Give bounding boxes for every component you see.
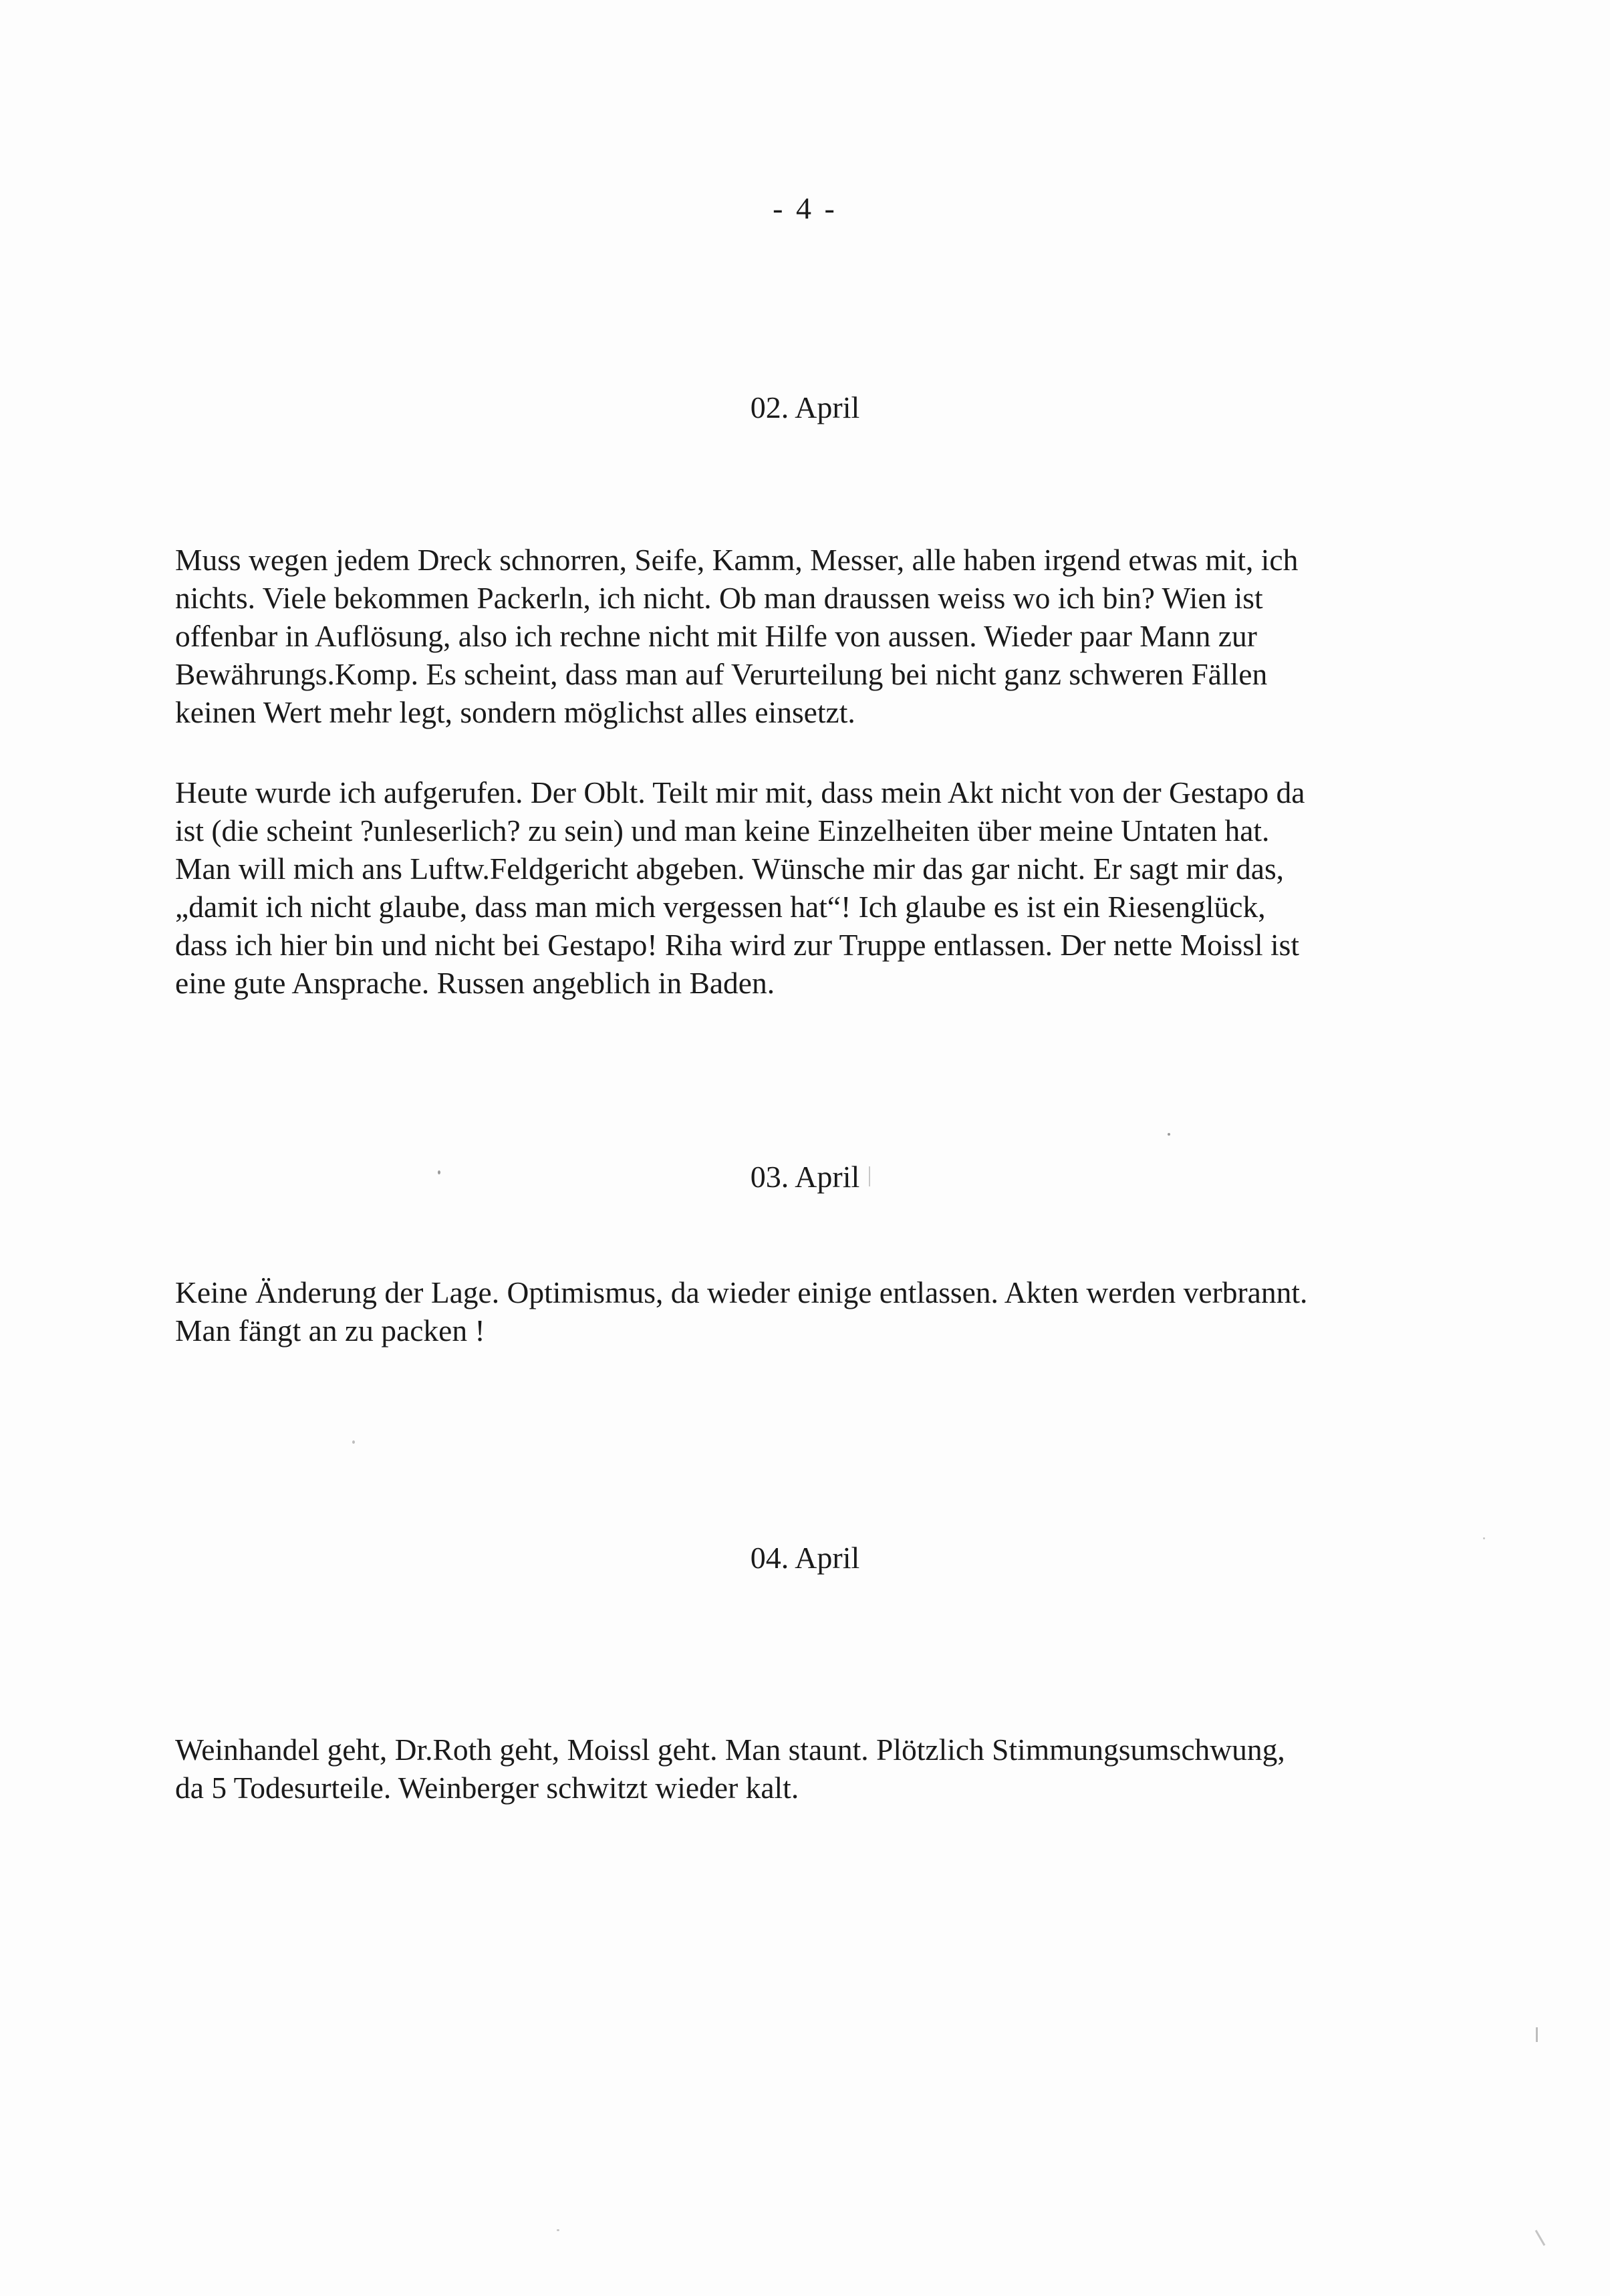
text-line: Man fängt an zu packen ! [175, 1313, 485, 1348]
text-line: eine gute Ansprache. Russen angeblich in Baden. [175, 966, 775, 1000]
text-line: Weinhandel geht, Dr.Roth geht, Moissl geht. Man staunt. Plötzlich Stimmungsumschwung, [175, 1733, 1285, 1767]
scan-speck [352, 1440, 355, 1444]
scan-speck [1535, 2230, 1546, 2246]
entry-02-april-paragraph-1 [175, 541, 1445, 731]
scan-speck [557, 2229, 559, 2231]
scan-speck [1483, 1537, 1485, 1539]
text-line: Bewährungs.Komp. Es scheint, dass man auf Verurteilung bei nicht ganz schweren Fällen [175, 657, 1268, 691]
text-line: da 5 Todesurteile. Weinberger schwitzt wieder kalt. [175, 1771, 799, 1805]
date-heading-03-april: 03. April [750, 1160, 860, 1194]
text-line: ist (die scheint ?unleserlich? zu sein) und man keine Einzelheiten über meine Untaten hat. [175, 813, 1270, 848]
date-heading-02-april: 02. April [750, 390, 860, 424]
text-line: offenbar in Auflösung, also ich rechne nicht mit Hilfe von aussen. Wieder paar Mann zur [175, 619, 1257, 653]
entry-04-april-paragraph-1 [175, 1731, 1445, 1807]
text-line: Man will mich ans Luftw.Feldgericht abgeben. Wünsche mir das gar nicht. Er sagt mir das, [175, 852, 1285, 886]
text-line: „damit ich nicht glaube, dass man mich vergessen hat“! Ich glaube es ist ein Riesenglück, [175, 890, 1266, 924]
text-line: Keine Änderung der Lage. Optimismus, da wieder einige entlassen. Akten werden verbrannt. [175, 1275, 1308, 1309]
scan-speck [1536, 2027, 1538, 2042]
text-line: Heute wurde ich aufgerufen. Der Oblt. Teilt mir mit, dass mein Akt nicht von der Gestapo da [175, 775, 1305, 809]
text-line: nichts. Viele bekommen Packerln, ich nicht. Ob man draussen weiss wo ich bin? Wien ist [175, 581, 1263, 615]
entry-02-april-paragraph-2 [175, 773, 1445, 1002]
text-line: Muss wegen jedem Dreck schnorren, Seife, Kamm, Messer, alle haben irgend etwas mit, ich [175, 543, 1299, 577]
scan-speck [1168, 1133, 1170, 1136]
page-number: - 4 - [773, 191, 837, 225]
text-line: keinen Wert mehr legt, sondern möglichst alles einsetzt. [175, 695, 855, 729]
entry-03-april-paragraph-1 [175, 1273, 1445, 1350]
scan-speck [438, 1170, 440, 1174]
date-heading-04-april: 04. April [750, 1541, 860, 1575]
text-line: dass ich hier bin und nicht bei Gestapo! Riha wird zur Truppe entlassen. Der nette Moissl ist [175, 928, 1299, 962]
scan-speck [869, 1166, 870, 1186]
